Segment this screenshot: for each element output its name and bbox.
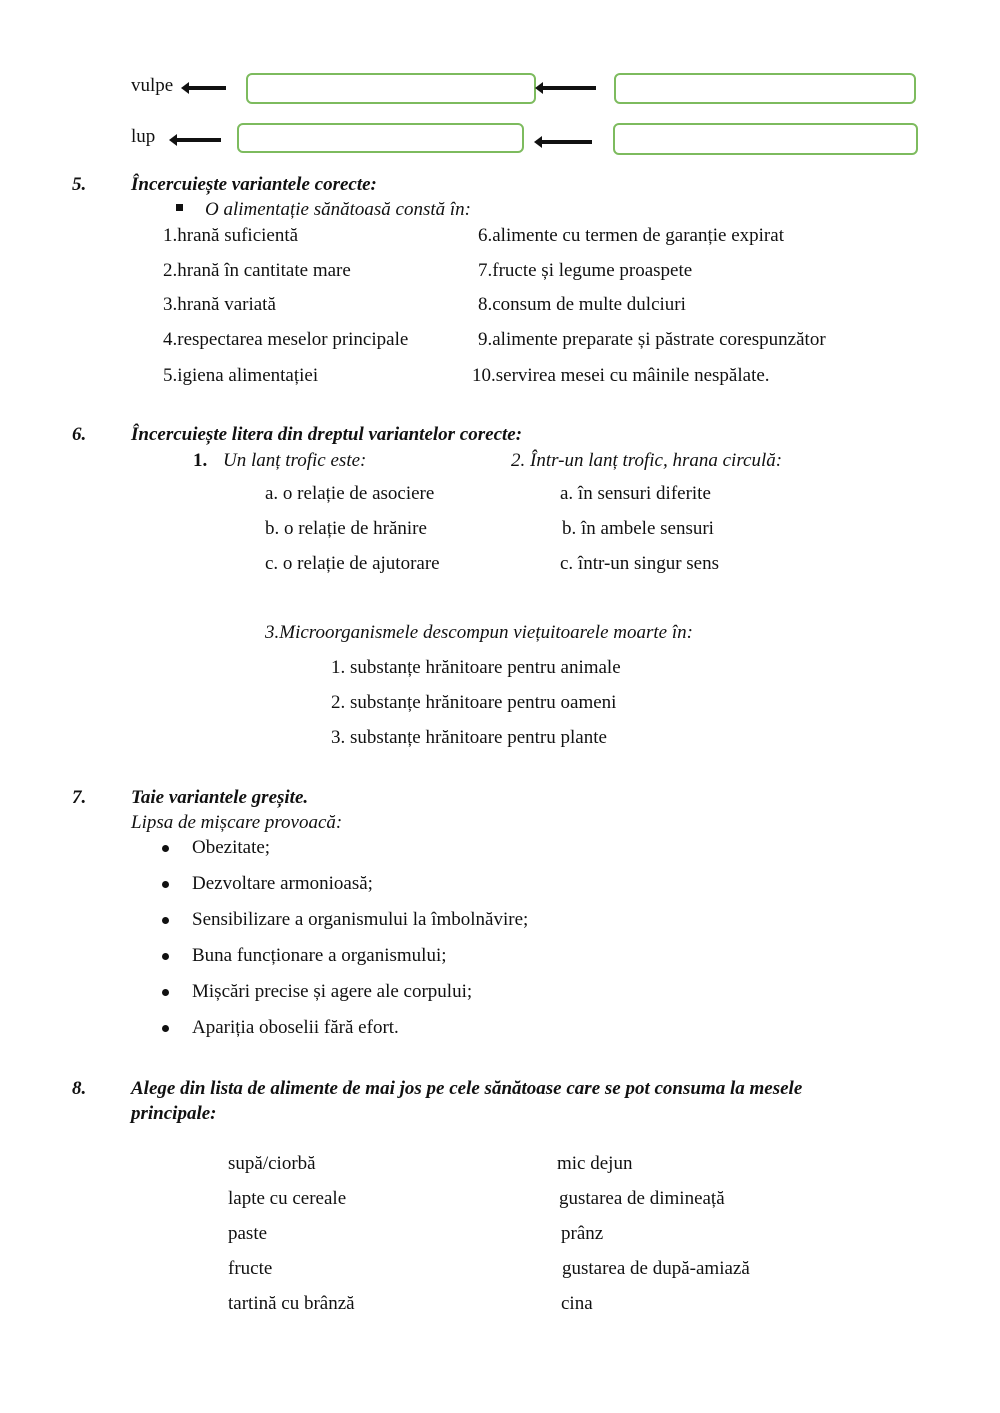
q5-option[interactable]: 4.respectarea meselor principale <box>163 329 409 350</box>
q8-meal[interactable]: cina <box>561 1293 593 1314</box>
q7-number: 7. <box>72 787 87 808</box>
q5-number: 5. <box>72 174 87 195</box>
bullet-icon <box>162 845 169 852</box>
arrow-left-icon <box>176 138 221 142</box>
q8-meal[interactable]: mic dejun <box>557 1153 633 1174</box>
q6-sub3-option[interactable]: 1. substanțe hrănitoare pentru animale <box>331 657 621 678</box>
q8-food[interactable]: paste <box>228 1223 268 1244</box>
bullet-icon <box>162 989 169 996</box>
q5-option[interactable]: 10.servirea mesei cu mâinile nespălate. <box>472 365 770 386</box>
q6-sub1-option[interactable]: b. o relație de hrănire <box>265 518 427 539</box>
arrow-left-icon <box>188 86 226 90</box>
q6-title: Încercuiește litera din dreptul variantelor corecte: <box>131 424 523 445</box>
q8-meal[interactable]: gustarea de după-amiază <box>562 1258 750 1279</box>
answer-box-4[interactable] <box>613 123 918 155</box>
q8-food[interactable]: fructe <box>228 1258 273 1279</box>
q7-item[interactable]: Obezitate; <box>192 837 271 858</box>
q6-sub2-text: 2. Într-un lanț trofic, hrana circulă: <box>511 450 783 471</box>
q8-number: 8. <box>72 1078 87 1099</box>
q7-title: Taie variantele greșite. <box>131 787 309 808</box>
q8-food[interactable]: tartină cu brânză <box>228 1293 355 1314</box>
q6-sub1-number: 1. <box>193 450 208 471</box>
q6-sub3-option[interactable]: 3. substanțe hrănitoare pentru plante <box>331 727 607 748</box>
q8-meal[interactable]: prânz <box>561 1223 604 1244</box>
q7-item[interactable]: Buna funcționare a organismului; <box>192 945 447 966</box>
bullet-icon <box>162 1025 169 1032</box>
q5-subtitle: O alimentație sănătoasă constă în: <box>205 199 471 220</box>
q6-sub3-option[interactable]: 2. substanțe hrănitoare pentru oameni <box>331 692 617 713</box>
q7-subtitle: Lipsa de mișcare provoacă: <box>131 812 343 833</box>
q6-sub2-option[interactable]: a. în sensuri diferite <box>560 483 711 504</box>
q6-sub2-option[interactable]: c. într-un singur sens <box>560 553 719 574</box>
q8-meal[interactable]: gustarea de dimineață <box>559 1188 725 1209</box>
bullet-icon <box>162 953 169 960</box>
q8-title-line1: Alege din lista de alimente de mai jos pe cele sănătoase care se pot consuma la mesele <box>131 1078 803 1099</box>
q5-title: Încercuiește variantele corecte: <box>131 174 377 195</box>
q5-option[interactable]: 3.hrană variată <box>163 294 276 315</box>
answer-box-2[interactable] <box>614 73 916 104</box>
q7-item[interactable]: Apariția oboselii fără efort. <box>192 1017 399 1038</box>
q7-item[interactable]: Sensibilizare a organismului la îmbolnăvire; <box>192 909 529 930</box>
bullet-icon <box>162 881 169 888</box>
arrow-left-icon <box>542 86 596 90</box>
q5-option[interactable]: 9.alimente preparate și păstrate corespunzător <box>478 329 826 350</box>
chain-label-vulpe: vulpe <box>131 75 174 96</box>
arrow-left-icon <box>541 140 592 144</box>
q6-sub1-option[interactable]: a. o relație de asociere <box>265 483 435 504</box>
q7-item[interactable]: Mișcări precise și agere ale corpului; <box>192 981 473 1002</box>
q5-option[interactable]: 7.fructe și legume proaspete <box>478 260 693 281</box>
answer-box-3[interactable] <box>237 123 524 153</box>
q5-option[interactable]: 6.alimente cu termen de garanție expirat <box>478 225 784 246</box>
q6-sub1-text: Un lanț trofic este: <box>223 450 367 471</box>
square-bullet-icon <box>176 204 183 211</box>
q7-item[interactable]: Dezvoltare armonioasă; <box>192 873 373 894</box>
q6-sub1-option[interactable]: c. o relație de ajutorare <box>265 553 440 574</box>
q6-sub2-option[interactable]: b. în ambele sensuri <box>562 518 714 539</box>
chain-label-lup: lup <box>131 126 156 147</box>
bullet-icon <box>162 917 169 924</box>
q5-option[interactable]: 5.igiena alimentației <box>163 365 319 386</box>
q6-sub3-text: 3.Microorganismele descompun viețuitoarele moarte în: <box>265 622 693 643</box>
q5-option[interactable]: 2.hrană în cantitate mare <box>163 260 351 281</box>
q6-number: 6. <box>72 424 87 445</box>
q5-option[interactable]: 8.consum de multe dulciuri <box>478 294 686 315</box>
answer-box-1[interactable] <box>246 73 536 104</box>
q5-option[interactable]: 1.hrană suficientă <box>163 225 299 246</box>
q8-title-line2: principale: <box>131 1103 217 1124</box>
q8-food[interactable]: supă/ciorbă <box>228 1153 316 1174</box>
q8-food[interactable]: lapte cu cereale <box>228 1188 347 1209</box>
